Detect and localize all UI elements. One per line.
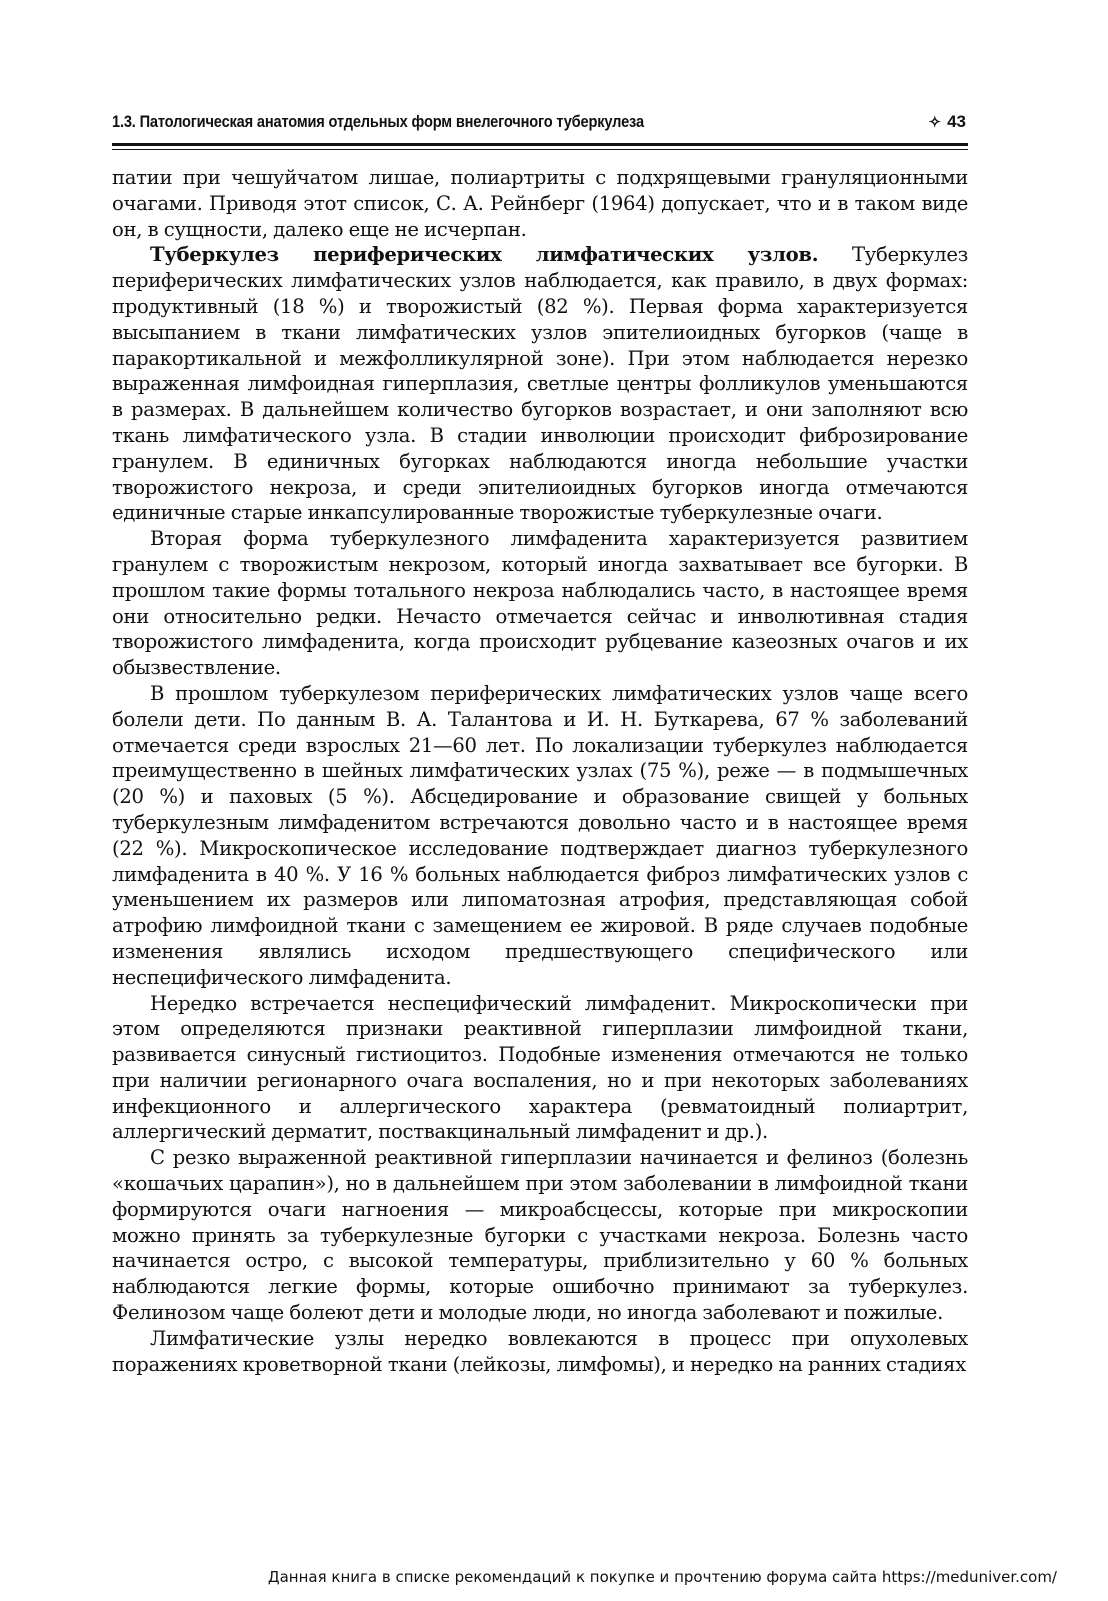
- paragraph-text: В прошлом туберкулезом периферических лимфатических узлов чаще всего болели дети. По данным В. А. Талантова и И. Н. Буткарева, 67 % заболеваний отмечается среди взрослых 21—60 лет. По локализации туберкулез наблюдается преимущественно в шейных лимфатических узлах (75 %), реже — в подмышечных (20 %) и паховых (5 %). Абсцедирование и образование свищей у больных туберкулезным лимфаденитом встречаются довольно часто и в настоящее время (22 %). Микроскопическое исследование подтверждает диагноз туберкулезного лимфаденита в 40 %. У 16 % больных наблюдается фиброз лимфатических узлов с уменьшением их размеров или липоматозная атрофия, представляющая собой атрофию лимфоидной ткани с замещением ее жировой. В ряде случаев подобные изменения являлись исходом предшествующего специфического или неспецифического лимфаденита.: [112, 681, 968, 989]
- paragraph-text: Туберкулез периферических лимфатических узлов наблюдается, как правило, в двух формах: продуктивный (18 %) и творожистый (82 %). Первая форма характеризуется высыпанием в ткани лимфатических узлов эпителиоидных бугорков (чаще в паракортикальной и межфолликулярной зоне). При этом наблюдается нерезко выраженная лимфоидная гиперплазия, светлые центры фолликулов уменьшаются в размерах. В дальнейшем количество бугорков возрастает, и они заполняют всю ткань лимфатического узла. В стадии инволюции происходит фиброзирование гранулем. В единичных бугорках наблюдаются иногда небольшие участки творожистого некроза, и среди эпителиоидных бугорков иногда отмечаются единичные старые инкапсулированные творожистые туберкулезные очаги.: [112, 243, 968, 525]
- footer-note: Данная книга в списке рекомендаций к покупке и прочтению форума сайта https://meduniver.com/: [267, 1568, 1057, 1586]
- page-number: 43: [947, 112, 966, 131]
- running-header: [112, 108, 968, 142]
- paragraph-text: Лимфатические узлы нередко вовлекаются в процесс при опухолевых поражениях кроветворной ткани (лейкозы, лимфомы), и нередко на ранних стадиях: [112, 1326, 968, 1376]
- paragraph-text: С резко выраженной реактивной гиперплазии начинается и фелиноз (болезнь «кошачьих царапин»), но в дальнейшем при этом заболевании в лимфоидной ткани формируются очаги нагноения — микроабсцессы, которые при микроскопии можно принять за туберкулезные бугорки с участками некроза. Болезнь часто начинается остро, с высокой температуры, приблизительно у 60 % больных наблюдаются легкие формы, которые ошибочно принимают за туберкулез. Фелинозом чаще болеют дети и молодые люди, но иногда заболевают и пожилые.: [112, 1146, 968, 1325]
- paragraph: [112, 165, 968, 242]
- paragraph: [112, 242, 968, 526]
- paragraph: [112, 526, 968, 681]
- header-rule-thin: [112, 149, 968, 150]
- paragraph-text: Вторая форма туберкулезного лимфаденита характеризуется развитием гранулем с творожистым некрозом, который иногда захватывает все бугорки. В прошлом такие формы тотального некроза наблюдались часто, в настоящее время они относительно редки. Нечасто отмечается сейчас и инволютивная стадия творожистого лимфаденита, когда происходит рубцевание казеозных очагов и их обызвествление.: [112, 527, 968, 680]
- paragraph: [112, 991, 968, 1146]
- paragraph-text: Нередко встречается неспецифический лимфаденит. Микроскопически при этом определяются признаки реактивной гиперплазии лимфоидной ткани, развивается синусный гистиоцитоз. Подобные изменения отмечаются не только при наличии регионарного очага воспаления, но и при некоторых заболеваниях инфекционного и аллергического характера (ревматоидный полиартрит, аллергический дерматит, поствакцинальный лимфаденит и др.).: [112, 991, 968, 1144]
- page-number-block: [929, 112, 967, 132]
- paragraph: [112, 681, 968, 991]
- paragraph: [112, 1326, 968, 1378]
- running-header-title: 1.3. Патологическая анатомия отдельных форм внелегочного туберкулеза: [112, 112, 644, 131]
- diamond-ornament-icon: ✧: [928, 114, 942, 131]
- paragraph-text: патии при чешуйчатом лишае, полиартриты с подхрящевыми грануляционными очагами. Приводя этот список, С. А. Рейнберг (1964) допускает, что и в таком виде он, в сущности, далеко еще не исчерпан.: [112, 166, 968, 241]
- paragraph: [112, 1145, 968, 1326]
- section-run-in-heading: Туберкулез периферических лимфатических узлов.: [150, 243, 819, 267]
- header-rule-thick: [112, 143, 968, 146]
- text-body: [112, 165, 968, 1377]
